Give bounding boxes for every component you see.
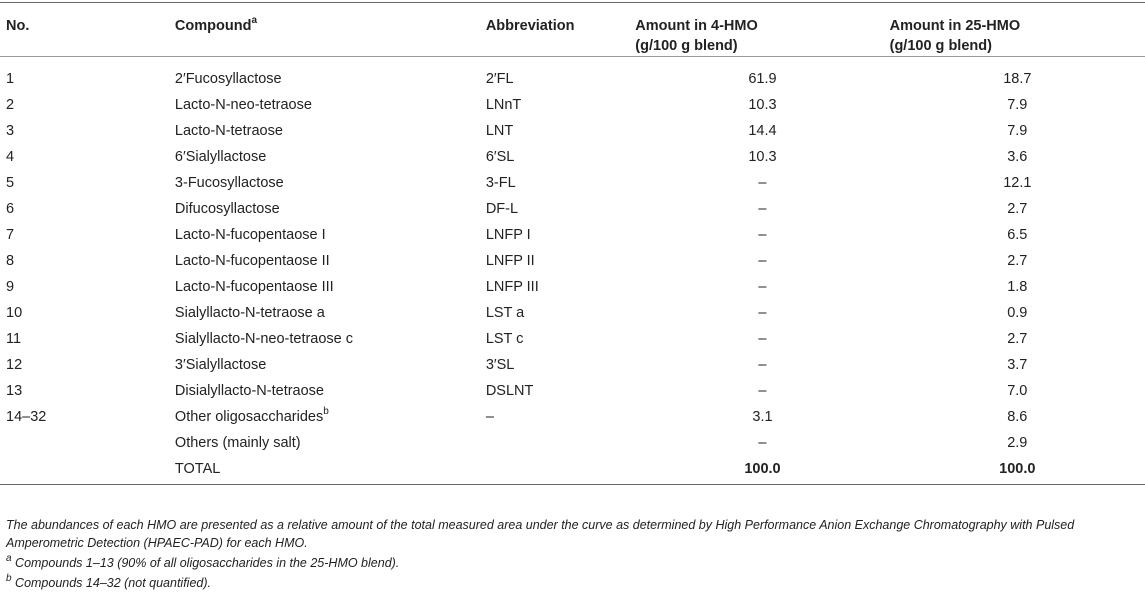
cell-amount-25hmo-text: 3.6	[1007, 149, 1028, 165]
cell-amount-25hmo	[890, 378, 1145, 404]
cell-no	[0, 326, 175, 352]
cell-amount-25hmo-text: 3.7	[1007, 357, 1028, 373]
cell-no-text: 11	[6, 331, 22, 347]
cell-abbreviation-text: LNFP I	[485, 227, 531, 243]
footnote-a-text: Compounds 1–13 (90% of all oligosaccharides in the 25-HMO blend).	[11, 556, 400, 570]
table-row	[0, 352, 1145, 378]
header-compound-label: Compound	[174, 18, 252, 34]
cell-amount-4hmo-text: –	[758, 227, 767, 243]
cell-amount-25hmo-text: 7.9	[1007, 97, 1028, 113]
table-row	[0, 404, 1145, 430]
cell-abbreviation-text: DSLNT	[485, 383, 534, 399]
cell-amount-4hmo	[635, 144, 889, 170]
cell-abbreviation-text: LNnT	[485, 97, 522, 113]
cell-amount-4hmo	[635, 352, 889, 378]
header-amount-25hmo-line2: (g/100 g blend)	[889, 38, 992, 54]
cell-amount-25hmo-text: 18.7	[1003, 71, 1032, 87]
cell-abbreviation-text: LNFP III	[485, 279, 539, 295]
cell-amount-25hmo-text: 0.9	[1007, 305, 1028, 321]
cell-amount-25hmo-text: 8.6	[1007, 409, 1028, 425]
cell-compound	[175, 222, 486, 248]
cell-abbreviation	[486, 430, 635, 456]
cell-amount-4hmo-text: –	[758, 201, 767, 217]
cell-amount-25hmo-text: 12.1	[1003, 175, 1032, 191]
cell-amount-25hmo	[890, 352, 1145, 378]
cell-amount-4hmo-text: –	[758, 435, 767, 451]
cell-abbreviation	[486, 222, 635, 248]
cell-amount-4hmo-text: 10.3	[748, 97, 777, 113]
cell-compound-text: 2′Fucosyllactose	[174, 71, 282, 87]
table-row	[0, 57, 1145, 93]
cell-abbreviation	[486, 144, 635, 170]
table-row	[0, 300, 1145, 326]
table-row	[0, 274, 1145, 300]
cell-amount-25hmo	[890, 456, 1145, 485]
cell-no	[0, 430, 175, 456]
cell-no-text: 6	[6, 201, 15, 217]
cell-amount-4hmo	[635, 326, 889, 352]
cell-amount-25hmo-text: 2.7	[1007, 201, 1028, 217]
cell-amount-4hmo-text: 10.3	[748, 149, 777, 165]
cell-no	[0, 222, 175, 248]
cell-abbreviation-text: 2′FL	[485, 71, 514, 87]
header-amount-4hmo-line1: Amount in 4-HMO	[635, 18, 758, 34]
cell-amount-25hmo-text: 7.0	[1007, 383, 1028, 399]
cell-amount-4hmo-text: –	[758, 383, 767, 399]
footnote-b-marker: b	[6, 572, 12, 584]
cell-abbreviation	[486, 92, 635, 118]
cell-no	[0, 274, 175, 300]
table-header	[0, 3, 1145, 57]
cell-no-text: 13	[6, 383, 23, 399]
cell-abbreviation-text: LST a	[485, 305, 525, 321]
cell-amount-25hmo-text: 100.0	[999, 461, 1036, 477]
cell-compound-text: Lacto-N-fucopentaose II	[174, 253, 330, 269]
cell-no-text: 2	[6, 97, 15, 113]
cell-amount-25hmo	[890, 222, 1145, 248]
cell-no	[0, 404, 175, 430]
cell-compound	[175, 248, 486, 274]
cell-compound	[175, 196, 486, 222]
cell-amount-25hmo-text: 2.9	[1007, 435, 1028, 451]
cell-abbreviation-text: LNFP II	[485, 253, 535, 269]
cell-no	[0, 92, 175, 118]
table-row	[0, 170, 1145, 196]
cell-no-text: 3	[6, 123, 15, 139]
cell-compound-text: Lacto-N-tetraose	[174, 123, 283, 139]
cell-no-text: 4	[6, 149, 15, 165]
cell-amount-25hmo	[890, 430, 1145, 456]
header-abbreviation	[486, 3, 635, 57]
table-row	[0, 196, 1145, 222]
cell-amount-4hmo	[635, 430, 889, 456]
header-abbreviation-label: Abbreviation	[485, 18, 575, 34]
cell-abbreviation	[486, 196, 635, 222]
cell-no	[0, 118, 175, 144]
cell-abbreviation	[486, 170, 635, 196]
cell-compound	[175, 57, 486, 93]
cell-no	[0, 144, 175, 170]
cell-abbreviation-text: 6′SL	[485, 149, 515, 165]
cell-amount-25hmo	[890, 404, 1145, 430]
cell-amount-4hmo	[635, 378, 889, 404]
cell-no	[0, 352, 175, 378]
cell-amount-25hmo	[890, 274, 1145, 300]
cell-compound-text: TOTAL	[174, 461, 221, 477]
table-row	[0, 144, 1145, 170]
cell-amount-25hmo	[890, 57, 1145, 93]
cell-no-text: 5	[6, 175, 15, 191]
cell-amount-25hmo-text: 1.8	[1007, 279, 1028, 295]
cell-abbreviation	[486, 456, 635, 485]
cell-amount-4hmo	[635, 57, 889, 93]
cell-no-text: 9	[6, 279, 15, 295]
cell-abbreviation	[486, 57, 635, 93]
cell-compound-text: Others (mainly salt)	[174, 435, 301, 451]
cell-compound-text: Other oligosaccharides	[174, 409, 324, 425]
cell-amount-4hmo	[635, 170, 889, 196]
cell-no	[0, 456, 175, 485]
cell-amount-25hmo	[890, 118, 1145, 144]
cell-amount-4hmo-text: –	[758, 331, 767, 347]
cell-abbreviation	[486, 404, 635, 430]
cell-amount-25hmo	[890, 92, 1145, 118]
cell-abbreviation	[486, 300, 635, 326]
cell-compound-text: Disialyllacto-N-tetraose	[174, 383, 324, 399]
cell-no-text: 8	[6, 253, 15, 269]
cell-amount-4hmo-text: –	[758, 357, 767, 373]
cell-amount-25hmo	[890, 170, 1145, 196]
cell-amount-4hmo	[635, 404, 889, 430]
cell-no-text: 14–32	[6, 409, 47, 425]
cell-amount-4hmo	[635, 196, 889, 222]
cell-compound-text: Difucosyllactose	[174, 201, 280, 217]
footnote-b-text: Compounds 14–32 (not quantified).	[11, 576, 212, 590]
cell-amount-4hmo-text: 100.0	[744, 461, 781, 477]
cell-abbreviation	[486, 118, 635, 144]
header-amount-25hmo-line1: Amount in 25-HMO	[889, 18, 1021, 34]
cell-no-text: 10	[6, 305, 23, 321]
cell-compound-text: 3-Fucosyllactose	[174, 175, 284, 191]
table-row	[0, 456, 1145, 485]
cell-abbreviation	[486, 274, 635, 300]
cell-amount-4hmo	[635, 274, 889, 300]
cell-abbreviation	[486, 248, 635, 274]
cell-amount-25hmo-text: 2.7	[1007, 331, 1028, 347]
compound-footnote-marker: b	[323, 406, 329, 418]
cell-compound-text: Lacto-N-fucopentaose I	[174, 227, 326, 243]
header-row	[0, 3, 1145, 57]
cell-abbreviation-text: 3-FL	[485, 175, 516, 191]
cell-compound	[175, 300, 486, 326]
hmo-composition-table	[0, 2, 1145, 485]
cell-compound	[175, 430, 486, 456]
cell-abbreviation-text: –	[485, 409, 494, 425]
cell-amount-25hmo-text: 6.5	[1007, 227, 1028, 243]
cell-amount-4hmo	[635, 300, 889, 326]
cell-abbreviation	[486, 378, 635, 404]
cell-abbreviation	[486, 326, 635, 352]
table-footnotes	[6, 516, 1141, 593]
table-row	[0, 118, 1145, 144]
header-compound	[175, 3, 486, 57]
cell-compound	[175, 92, 486, 118]
footnote-main: The abundances of each HMO are presented as a relative amount of the total measured area under the curve as determined by High Performance Anion Exchange Chromatography with Pulsed Amperometric Detection (HPAEC-PAD) for each HMO.	[6, 518, 1075, 550]
cell-compound-text: 3′Sialyllactose	[174, 357, 267, 373]
cell-compound	[175, 170, 486, 196]
cell-amount-4hmo-text: 14.4	[748, 123, 777, 139]
cell-no	[0, 378, 175, 404]
cell-no	[0, 300, 175, 326]
cell-amount-4hmo-text: –	[758, 305, 767, 321]
cell-compound-text: Sialyllacto-N-tetraose a	[174, 305, 325, 321]
cell-no-text: 1	[6, 71, 15, 87]
cell-amount-25hmo-text: 2.7	[1007, 253, 1028, 269]
cell-compound-text: Sialyllacto-N-neo-tetraose c	[174, 331, 354, 347]
cell-compound	[175, 274, 486, 300]
header-amount-4hmo-line2: (g/100 g blend)	[635, 38, 738, 54]
footnote-a	[6, 553, 1141, 573]
cell-abbreviation-text: LNT	[485, 123, 514, 139]
cell-no	[0, 196, 175, 222]
cell-amount-4hmo	[635, 222, 889, 248]
table-row	[0, 222, 1145, 248]
cell-amount-4hmo-text: –	[758, 175, 767, 191]
footnote-b	[6, 573, 1141, 593]
table-row	[0, 248, 1145, 274]
cell-amount-4hmo	[635, 92, 889, 118]
table-body	[0, 57, 1145, 485]
table-row	[0, 430, 1145, 456]
cell-amount-4hmo-text: –	[758, 253, 767, 269]
cell-no-text: 7	[6, 227, 15, 243]
cell-compound	[175, 144, 486, 170]
cell-amount-25hmo	[890, 248, 1145, 274]
cell-compound	[175, 352, 486, 378]
cell-compound	[175, 326, 486, 352]
cell-no	[0, 57, 175, 93]
cell-amount-25hmo	[890, 300, 1145, 326]
cell-amount-4hmo	[635, 456, 889, 485]
cell-compound	[175, 118, 486, 144]
cell-compound-text: Lacto-N-neo-tetraose	[174, 97, 312, 113]
cell-abbreviation-text: DF-L	[485, 201, 519, 217]
cell-amount-25hmo	[890, 196, 1145, 222]
table-row	[0, 326, 1145, 352]
cell-no-text: 12	[6, 357, 23, 373]
cell-compound	[175, 456, 486, 485]
table-row	[0, 92, 1145, 118]
header-compound-footnote-marker: a	[251, 15, 257, 27]
cell-no	[0, 170, 175, 196]
header-amount-4hmo	[635, 3, 889, 57]
header-amount-25hmo	[890, 3, 1145, 57]
cell-abbreviation-text: LST c	[485, 331, 524, 347]
header-no	[0, 3, 175, 57]
table-row	[0, 378, 1145, 404]
cell-amount-4hmo-text: 3.1	[752, 409, 773, 425]
cell-amount-4hmo-text: 61.9	[748, 71, 777, 87]
cell-amount-25hmo-text: 7.9	[1007, 123, 1028, 139]
cell-compound	[175, 404, 486, 430]
cell-amount-25hmo	[890, 144, 1145, 170]
cell-abbreviation-text: 3′SL	[485, 357, 515, 373]
cell-amount-4hmo	[635, 248, 889, 274]
cell-amount-4hmo	[635, 118, 889, 144]
cell-compound-text: 6′Sialyllactose	[174, 149, 267, 165]
cell-compound	[175, 378, 486, 404]
cell-amount-4hmo-text: –	[758, 279, 767, 295]
footnote-a-marker: a	[6, 552, 12, 564]
cell-abbreviation	[486, 352, 635, 378]
cell-amount-25hmo	[890, 326, 1145, 352]
cell-no	[0, 248, 175, 274]
header-no-label: No.	[6, 18, 30, 34]
cell-compound-text: Lacto-N-fucopentaose III	[174, 279, 334, 295]
